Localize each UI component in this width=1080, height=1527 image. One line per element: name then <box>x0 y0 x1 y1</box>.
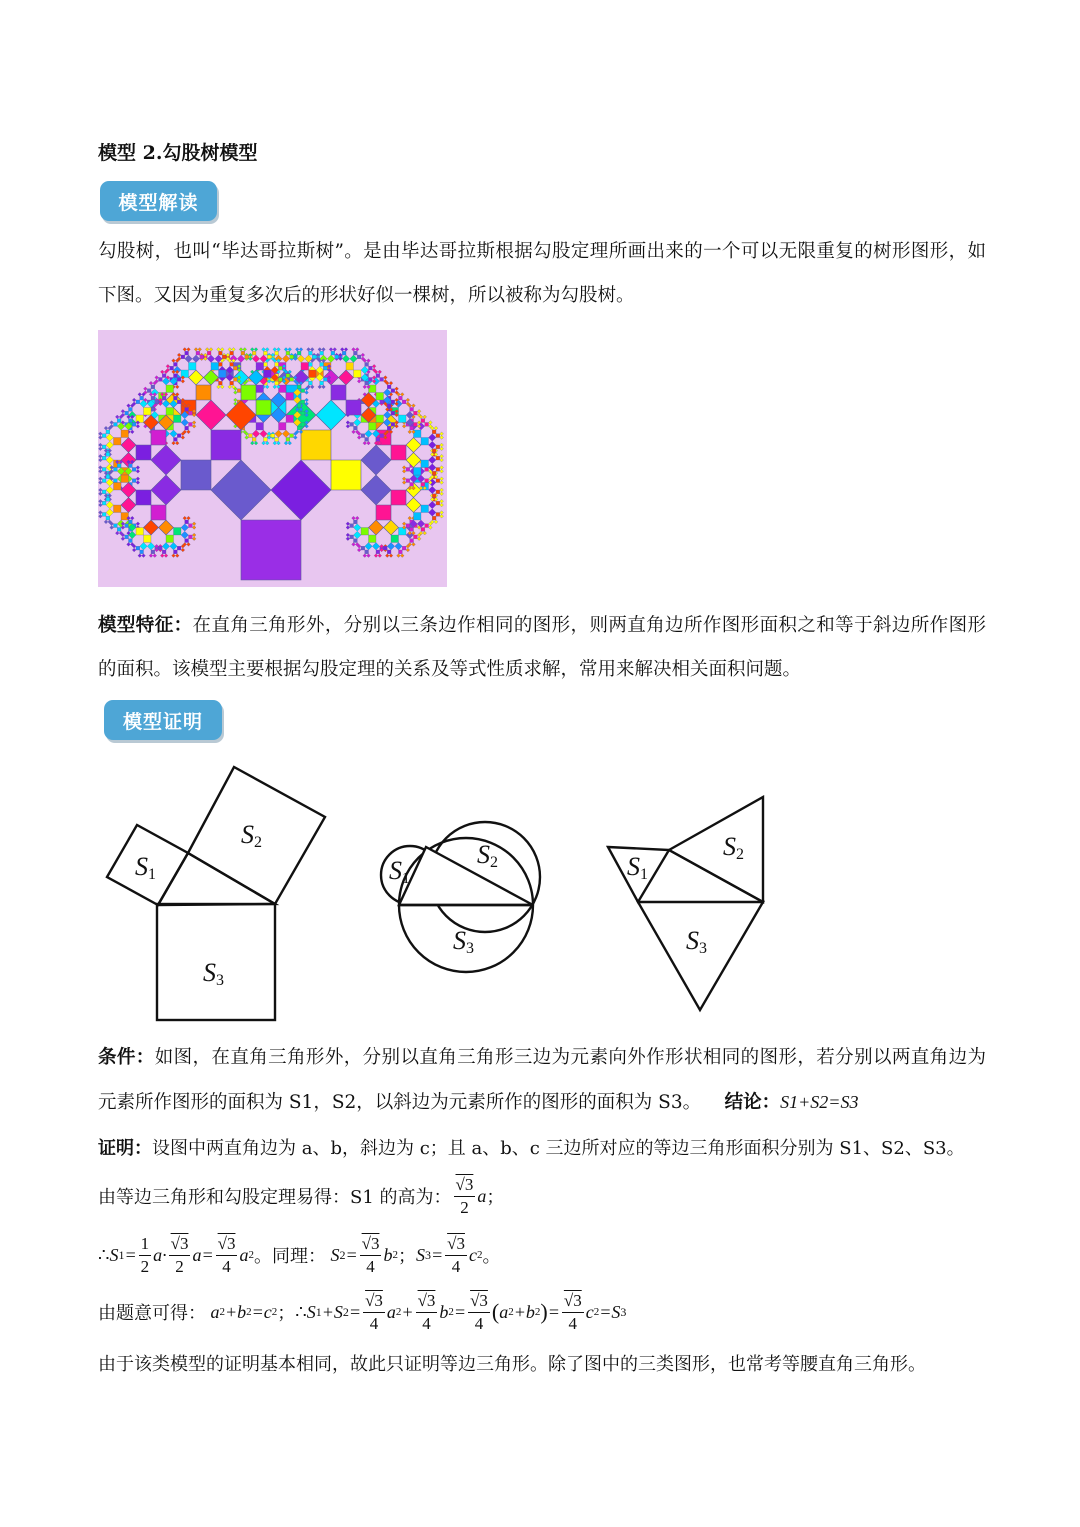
tree-square <box>380 434 384 438</box>
tree-square <box>410 483 414 487</box>
tree-square <box>140 396 144 400</box>
tree-square <box>234 366 238 370</box>
tree-square <box>102 490 106 494</box>
tree-square <box>264 438 268 442</box>
tree-square <box>286 438 290 442</box>
tree-square <box>144 535 152 543</box>
tree-square <box>207 351 211 355</box>
tree-square <box>432 430 436 434</box>
proof-figures <box>95 755 785 1030</box>
condition-label: 条件： <box>98 1047 155 1068</box>
tree-square <box>406 479 410 483</box>
tree-square <box>230 351 234 355</box>
tree-square <box>384 546 388 550</box>
tree-square <box>234 378 238 382</box>
tree-square <box>117 528 121 532</box>
tree-square <box>114 438 122 446</box>
tree-square <box>256 423 264 431</box>
same-reason: 同理： <box>271 1246 326 1267</box>
tree-square <box>421 438 429 446</box>
tree-square <box>432 449 436 453</box>
tree-square <box>136 528 144 536</box>
tree-square <box>365 363 369 367</box>
tree-square <box>117 464 121 468</box>
tree-square <box>181 460 211 490</box>
tree-square <box>286 351 290 355</box>
tree-square <box>129 408 133 412</box>
tree-square <box>136 490 151 505</box>
tree-square <box>301 400 305 404</box>
tree-square <box>376 438 380 442</box>
tree-square <box>286 374 290 378</box>
tree-square <box>252 438 256 442</box>
tree-square <box>174 528 182 536</box>
tree-square <box>230 363 234 367</box>
tree-square <box>436 445 440 449</box>
tree-square <box>132 479 136 483</box>
tree-square <box>376 393 384 401</box>
tree-square <box>129 464 133 468</box>
tree-square <box>181 355 185 359</box>
tree-square <box>354 539 358 543</box>
tree-square <box>387 426 391 430</box>
tree-square <box>166 535 174 543</box>
tree-square <box>354 370 362 378</box>
tree-square <box>309 381 313 385</box>
tree-square <box>410 426 414 430</box>
proof-line-4: 由题意可得： a 2 +b 2 =c 2 ； ∴ S 1 +S 2 = $\frac{√3}{4}$ a 2 + $\frac{√3}{4}$ b 2 = $\frac{√3}{4}$ ( a 2 +b 2 ) = $\frac{√3}{4}$ c 2 =S 3 <box>98 1290 627 1333</box>
tree-square <box>189 524 193 528</box>
tree-square <box>402 400 406 404</box>
proof-line-2: 由等边三角形和勾股定理易得：S1 的高为： $\frac{√3}{2}$ a ； <box>98 1174 505 1217</box>
tree-square <box>102 513 106 517</box>
tree-square <box>166 408 174 416</box>
tree-square <box>162 550 166 554</box>
tree-square <box>114 483 122 491</box>
height-fraction: $\frac{√3}{2}$ <box>455 1174 474 1217</box>
tree-square <box>414 468 422 476</box>
tree-square <box>369 366 373 370</box>
tree-square <box>406 524 410 528</box>
tree-square <box>297 351 301 355</box>
tree-square <box>196 385 211 400</box>
proof-label: 证明： <box>98 1138 152 1159</box>
tree-square <box>174 438 178 442</box>
conclusion-label: 结论： <box>724 1092 781 1113</box>
tree-square <box>129 539 133 543</box>
tree-square <box>399 550 403 554</box>
tree-square <box>125 411 129 415</box>
tree-square <box>290 378 294 382</box>
tree-square <box>391 445 406 460</box>
tree-square <box>380 378 384 382</box>
fig3-label-s1: S1 <box>627 852 648 883</box>
tree-square <box>177 400 181 404</box>
tree-square <box>140 550 144 554</box>
feature-label: 模型特征： <box>98 615 193 636</box>
fig1-square-s3 <box>157 904 275 1020</box>
tree-square <box>410 528 414 532</box>
intro-paragraph: 勾股树，也叫“毕达哥拉斯树”。是由毕达哥拉斯根据勾股定理所画出来的一个可以无限重复的树形图形，如下图。又因为重复多次后的形状好似一棵树，所以被称为勾股树。 <box>98 241 986 306</box>
tree-square <box>425 423 429 427</box>
tree-square <box>436 501 440 505</box>
tree-square <box>275 363 279 367</box>
tree-square <box>436 490 440 494</box>
tree-square <box>369 535 377 543</box>
tree-square <box>279 366 283 370</box>
tree-square <box>324 366 328 370</box>
fig2-label-s1: S1 <box>389 856 410 887</box>
tree-square <box>125 524 129 528</box>
tree-square <box>211 363 219 371</box>
tree-square <box>189 423 193 427</box>
tree-square <box>114 479 118 483</box>
tree-square <box>301 389 305 393</box>
tree-square <box>275 381 279 385</box>
tree-square <box>421 505 429 513</box>
tree-square <box>346 400 361 415</box>
tree-square <box>290 355 294 359</box>
tree-square <box>174 396 178 400</box>
tree-square <box>279 423 287 431</box>
tree-square <box>102 456 106 460</box>
badge-proof: 模型证明 <box>104 700 222 740</box>
tree-square <box>185 426 189 430</box>
tree-square <box>185 539 189 543</box>
tree-square <box>219 363 223 367</box>
tree-square <box>185 351 189 355</box>
tree-square <box>121 430 129 438</box>
tree-square <box>432 494 436 498</box>
fig1-triangle <box>158 853 275 905</box>
tree-square <box>436 434 440 438</box>
tree-square <box>342 351 346 355</box>
fig1-label-s3: S3 <box>203 958 224 989</box>
tree-square <box>320 363 324 367</box>
tree-square <box>376 374 380 378</box>
tree-square <box>410 408 414 412</box>
tree-square <box>102 434 106 438</box>
tree-square <box>185 408 189 412</box>
feature-text: 在直角三角形外，分别以三条边作相同的图形，则两直角边所作图形面积之和等于斜边所作图形的面积。该模型主要根据勾股定理的关系及等式性质求解，常用来解决相关面积问题。 <box>98 615 986 680</box>
tree-square <box>369 378 373 382</box>
tree-square <box>286 415 294 423</box>
tree-square <box>189 411 193 415</box>
tree-square <box>114 423 118 427</box>
tree-square <box>106 475 110 479</box>
tree-square <box>301 430 331 460</box>
section-heading: 模型 2.勾股树模型 <box>98 142 258 164</box>
tree-square <box>264 351 268 355</box>
tree-square <box>301 423 305 427</box>
tree-square <box>102 501 106 505</box>
tree-square <box>414 423 418 427</box>
tree-square <box>219 381 223 385</box>
tree-square <box>425 468 429 472</box>
tree-square <box>286 393 294 401</box>
tree-square <box>432 516 436 520</box>
tree-square <box>391 535 399 543</box>
tree-square <box>421 528 425 532</box>
tree-square <box>335 355 339 359</box>
tree-square <box>189 363 197 371</box>
tree-square <box>151 505 166 520</box>
tree-square <box>391 411 395 415</box>
condition-text: 如图，在直角三角形外，分别以直角三角形三边为元素向外作形状相同的图形，若分别以两直角边为元素所作图形的面积为 S1，S2，以斜边为元素所作的图形的面积为 S3。 <box>98 1047 986 1113</box>
tree-square <box>159 546 163 550</box>
tree-square <box>166 385 174 393</box>
proof-line-1-text: 设图中两直角边为 a、b，斜边为 c；且 a、b、c 三边所对应的等边三角形面积分别为 S1、S2、S3。 <box>152 1138 965 1159</box>
tree-square <box>241 520 301 580</box>
tree-square <box>380 400 384 404</box>
tree-square <box>387 550 391 554</box>
tree-square <box>151 408 155 412</box>
tree-square <box>297 404 301 408</box>
tree-square <box>331 351 335 355</box>
tree-square <box>354 351 358 355</box>
tree-square <box>309 370 317 378</box>
tree-square <box>350 423 354 427</box>
proof-line-5: 由于该类模型的证明基本相同，故此只证明等边三角形。除了图中的三类图形，也常考等腰直角三角形。 <box>98 1354 926 1375</box>
tree-square <box>162 374 166 378</box>
tree-square <box>196 351 200 355</box>
tree-square <box>425 479 429 483</box>
tree-square <box>256 400 271 415</box>
tree-square <box>387 404 391 408</box>
tree-square <box>297 385 301 389</box>
tree-square <box>275 438 279 442</box>
tree-square <box>174 374 178 378</box>
tree-square <box>151 396 155 400</box>
tree-square <box>159 378 163 382</box>
tree-square <box>174 363 178 367</box>
tree-square <box>106 516 110 520</box>
tree-square <box>252 351 256 355</box>
tree-square <box>174 550 178 554</box>
tree-square <box>151 550 155 554</box>
tree-square <box>297 426 301 430</box>
tree-square <box>162 396 166 400</box>
tree-square <box>421 419 425 423</box>
tree-square <box>376 505 391 520</box>
tree-square <box>256 385 264 393</box>
tree-square <box>425 524 429 528</box>
tree-square <box>102 479 106 483</box>
tree-square <box>350 535 354 539</box>
tree-square <box>279 378 283 382</box>
tree-square <box>129 419 133 423</box>
fig2-label-s3: S3 <box>453 926 474 957</box>
tree-square <box>114 505 122 513</box>
tree-square <box>414 411 418 415</box>
tree-square <box>125 535 129 539</box>
tree-square <box>406 468 410 472</box>
tree-square <box>361 434 365 438</box>
tree-square <box>354 520 358 524</box>
tree-square <box>106 430 110 434</box>
tree-square <box>436 468 440 472</box>
tree-square <box>121 475 129 483</box>
tree-square <box>241 385 256 400</box>
tree-square <box>177 546 181 550</box>
tree-square <box>106 498 110 502</box>
tree-square <box>421 460 429 468</box>
tree-square <box>102 468 106 472</box>
tree-square <box>410 539 414 543</box>
tree-square <box>155 400 159 404</box>
tree-square <box>114 524 118 528</box>
tree-square <box>376 415 384 423</box>
tree-square <box>256 363 264 371</box>
tree-square <box>432 471 436 475</box>
tree-square <box>264 363 268 367</box>
tree-square <box>391 490 406 505</box>
tree-square <box>399 415 407 423</box>
tree-square <box>151 385 155 389</box>
tree-square <box>177 434 181 438</box>
tree-square <box>129 520 133 524</box>
tree-square <box>346 363 354 371</box>
tree-square <box>230 381 234 385</box>
tree-square <box>414 513 422 521</box>
tree-square <box>320 351 324 355</box>
tree-square <box>436 513 440 517</box>
tree-square <box>361 546 365 550</box>
tree-square <box>114 468 118 472</box>
tree-square <box>402 546 406 550</box>
tree-square <box>376 550 380 554</box>
tree-square <box>241 351 245 355</box>
proof-line-2-text: 由等边三角形和勾股定理易得：S1 的高为： <box>98 1187 452 1208</box>
condition-paragraph <box>98 1036 986 1125</box>
tree-square <box>264 370 272 378</box>
tree-square <box>267 355 271 359</box>
tree-square <box>136 400 140 404</box>
tree-square <box>132 468 136 472</box>
tree-square <box>391 400 395 404</box>
fig3-label-s3: S3 <box>686 926 707 957</box>
tree-square <box>365 381 369 385</box>
tree-square <box>421 483 425 487</box>
tree-square <box>106 453 110 457</box>
tree-square <box>320 381 324 385</box>
tree-square <box>117 419 121 423</box>
tree-square <box>102 445 106 449</box>
proof-line-3: ∴ S 1 = $\frac{1}{2}$ a· $\frac{√3}{2}$ a= $\frac{√3}{4}$ a 2 。 同理： S 2 = $\frac{√3}{4}$ b 2 ； S 3 = $\frac{√3}{4}$ c 2 。 <box>98 1233 501 1276</box>
tree-square <box>219 351 223 355</box>
badge-interpret: 模型解读 <box>100 181 217 221</box>
tree-square <box>219 370 227 378</box>
tree-square <box>387 385 391 389</box>
tree-square <box>350 524 354 528</box>
tree-square <box>249 434 253 438</box>
tree-square <box>189 535 193 539</box>
tree-square <box>147 389 151 393</box>
tree-square <box>399 396 403 400</box>
tree-square <box>132 423 136 427</box>
tree-square <box>391 389 395 393</box>
tree-square <box>301 411 305 415</box>
tree-square <box>222 355 226 359</box>
tree-square <box>354 426 358 430</box>
tree-square <box>136 445 151 460</box>
tree-square <box>331 460 361 490</box>
tree-square <box>324 378 328 382</box>
tree-square <box>436 456 440 460</box>
tree-square <box>237 389 241 393</box>
tree-square <box>414 535 418 539</box>
tree-square <box>331 385 346 400</box>
tree-square <box>369 423 377 431</box>
tree-square <box>357 355 361 359</box>
fig1-label-s1: S1 <box>135 852 156 883</box>
tree-square <box>365 550 369 554</box>
tree-square <box>151 430 166 445</box>
tree-square <box>391 423 395 427</box>
tree-square <box>211 430 241 460</box>
tree-square <box>245 355 249 359</box>
tree-square <box>275 351 279 355</box>
tree-square <box>200 355 204 359</box>
fig3-label-s2: S2 <box>723 832 744 863</box>
tree-square <box>365 438 369 442</box>
tree-square <box>361 528 369 536</box>
feature-paragraph <box>98 604 986 692</box>
tree-square <box>436 479 440 483</box>
tree-square <box>177 378 181 382</box>
tree-square <box>144 408 152 416</box>
fig2-label-s2: S2 <box>477 840 498 871</box>
tree-square <box>136 546 140 550</box>
tree-square <box>170 366 174 370</box>
proof-line-1 <box>98 1134 965 1160</box>
tree-square <box>301 363 309 371</box>
fig3-triangle-s2 <box>669 797 763 902</box>
tree-square <box>312 355 316 359</box>
tree-square <box>174 415 182 423</box>
tree-square <box>290 434 294 438</box>
tree-square <box>185 520 189 524</box>
tree-square <box>309 351 313 355</box>
proof-line-4-prefix: 由题意可得： <box>98 1303 206 1324</box>
fig1-label-s2: S2 <box>241 820 262 851</box>
tree-square <box>271 434 275 438</box>
conclusion-text: S1+S2=S3 <box>780 1092 859 1112</box>
pythagoras-tree-image <box>98 330 447 587</box>
tree-square <box>309 363 313 367</box>
